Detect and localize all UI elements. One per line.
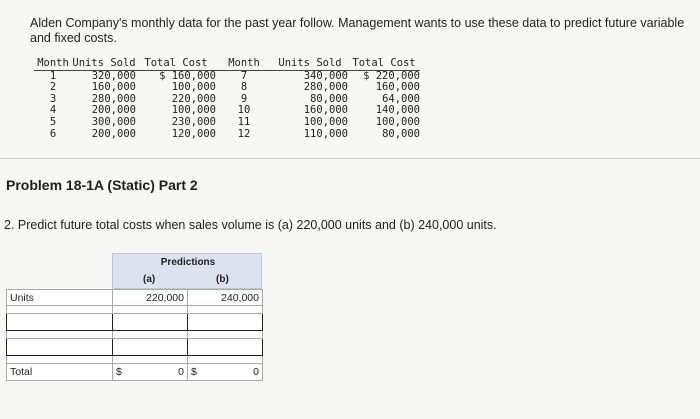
table-cell: 11 bbox=[237, 115, 251, 128]
spacer-row bbox=[7, 356, 263, 364]
table-cell: 80,000 bbox=[310, 92, 348, 105]
question-text: 2. Predict future total costs when sales volume is (a) 220,000 units and (b) 240,000 units. bbox=[4, 218, 497, 232]
table-cell: 3 bbox=[49, 92, 57, 105]
spacer-row bbox=[7, 331, 263, 339]
table-cell: 12 bbox=[237, 127, 251, 140]
total-a-cell bbox=[113, 364, 188, 381]
answer-a-input-2[interactable] bbox=[113, 339, 188, 356]
table-cell: 140,000 bbox=[375, 104, 420, 117]
currency-symbol-a: $ bbox=[116, 366, 122, 378]
table-row bbox=[34, 129, 420, 141]
header-total-cost-1: Total Cost bbox=[136, 58, 216, 70]
predictions-grid bbox=[6, 289, 263, 381]
column-b-label: (b) bbox=[216, 274, 229, 285]
table-cell: 320,000 bbox=[91, 69, 136, 82]
table-cell: 7 bbox=[240, 69, 248, 82]
total-row bbox=[7, 364, 263, 381]
header-units-sold-1: Units Sold bbox=[72, 57, 136, 69]
table-cell: 4 bbox=[49, 104, 57, 117]
units-b-value: 240,000 bbox=[188, 290, 263, 306]
currency-symbol-b: $ bbox=[191, 366, 197, 378]
units-label: Units bbox=[7, 290, 113, 306]
table-cell: 6 bbox=[49, 127, 57, 140]
table-cell: 300,000 bbox=[91, 115, 136, 128]
total-label: Total bbox=[7, 364, 113, 381]
header-units-sold-2: Units Sold bbox=[272, 58, 348, 70]
table-cell: 220,000 bbox=[171, 92, 216, 105]
predictions-header bbox=[112, 253, 262, 289]
table-cell: 8 bbox=[240, 81, 248, 94]
answer-label-input-1[interactable] bbox=[7, 314, 113, 331]
header-month-2: Month bbox=[216, 58, 272, 70]
answer-label-input-2[interactable] bbox=[7, 339, 113, 356]
table-cell: 100,000 bbox=[171, 104, 216, 117]
problem-title: Problem 18-1A (Static) Part 2 bbox=[6, 177, 198, 193]
table-cell: 1 bbox=[49, 69, 57, 82]
table-cell: 160,000 bbox=[91, 81, 136, 94]
table-cell: 160,000 bbox=[375, 81, 420, 94]
intro-text: Alden Company's monthly data for the past year follow. Management wants to use these data to predict future variable and fixed costs. bbox=[30, 16, 685, 45]
table-cell: 80,000 bbox=[382, 127, 420, 140]
table-cell: 280,000 bbox=[91, 92, 136, 105]
answer-a-input-1[interactable] bbox=[113, 314, 188, 331]
table-cell: 200,000 bbox=[91, 104, 136, 117]
total-a-value: 0 bbox=[178, 366, 184, 378]
table-cell: 120,000 bbox=[171, 127, 216, 140]
table-cell: 2 bbox=[49, 81, 57, 94]
section-divider bbox=[0, 158, 700, 159]
table-cell: 100,000 bbox=[171, 81, 216, 94]
table-cell: 100,000 bbox=[375, 115, 420, 128]
answer-row-1 bbox=[7, 314, 263, 331]
table-cell: $ 160,000 bbox=[159, 69, 216, 82]
answer-b-input-1[interactable] bbox=[188, 314, 263, 331]
monthly-data-table bbox=[34, 58, 420, 140]
table-cell: 230,000 bbox=[171, 115, 216, 128]
header-total-cost-2: Total Cost bbox=[348, 58, 420, 70]
table-cell: 5 bbox=[49, 115, 57, 128]
table-cell: 9 bbox=[240, 92, 248, 105]
header-month-1: Month bbox=[34, 58, 72, 70]
table-cell: 110,000 bbox=[303, 127, 348, 140]
total-b-cell bbox=[188, 364, 263, 381]
table-cell: $ 220,000 bbox=[363, 69, 420, 82]
units-row bbox=[7, 290, 263, 306]
predictions-title: Predictions bbox=[160, 257, 216, 268]
spacer-row bbox=[7, 306, 263, 314]
table-row bbox=[34, 117, 420, 129]
table-cell: 10 bbox=[237, 104, 251, 117]
table-cell: 64,000 bbox=[382, 92, 420, 105]
table-cell: 200,000 bbox=[91, 127, 136, 140]
table-cell: 160,000 bbox=[303, 104, 348, 117]
table-cell: 100,000 bbox=[303, 115, 348, 128]
answer-b-input-2[interactable] bbox=[188, 339, 263, 356]
table-cell: 340,000 bbox=[303, 69, 348, 82]
units-a-value: 220,000 bbox=[113, 290, 188, 306]
column-a-label: (a) bbox=[143, 274, 156, 285]
total-b-value: 0 bbox=[253, 366, 259, 378]
answer-row-2 bbox=[7, 339, 263, 356]
table-cell: 280,000 bbox=[303, 81, 348, 94]
